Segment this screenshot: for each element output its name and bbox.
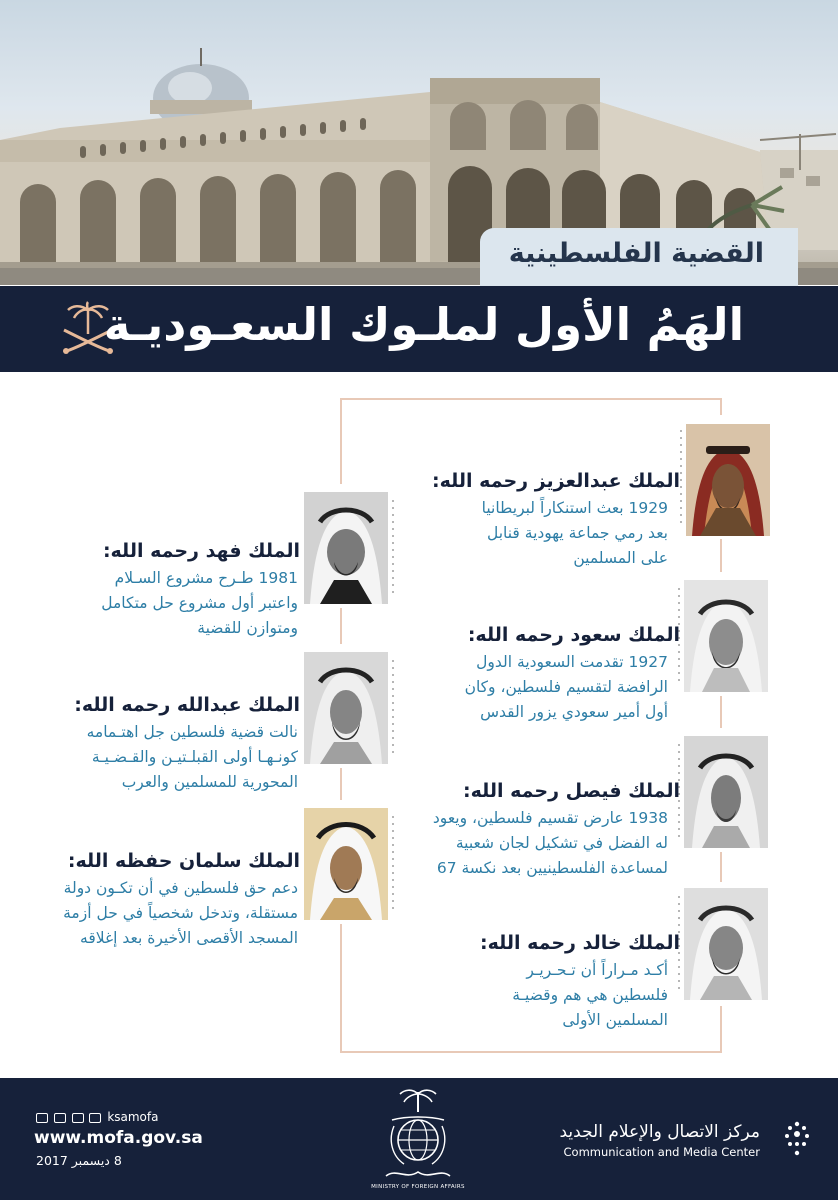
social-handle: ksamofa (107, 1110, 159, 1124)
text-line: 1981 طـرح مشروع السـلام (114, 569, 298, 587)
title-band (0, 286, 838, 372)
portrait-king-saud (684, 580, 768, 692)
text-line: المحورية للمسلمين والعرب (121, 773, 298, 791)
portrait-king-abdulaziz (686, 424, 770, 536)
social-media-row[interactable] (36, 1110, 158, 1124)
king-salman-text (8, 876, 298, 951)
text-line: مستقلة، وتدخل شخصياً في حل أزمة (63, 904, 298, 922)
king-abdulaziz-text (378, 496, 668, 571)
text-line: على المسلمين (573, 549, 668, 567)
instagram-icon[interactable] (54, 1113, 66, 1123)
center-name-english: Communication and Media Center (563, 1145, 760, 1159)
king-faisal-text (358, 806, 668, 881)
text-line: ومتوازن للقضية (197, 619, 298, 637)
website-link[interactable]: www.mofa.gov.sa (34, 1128, 203, 1148)
subtitle-tab (480, 228, 798, 286)
timeline-dots (392, 500, 398, 598)
timeline-dots (680, 430, 686, 528)
king-saud-text (368, 650, 668, 725)
portrait-king-khalid (684, 888, 768, 1000)
king-khalid-text (428, 958, 668, 1033)
page-title: الهَمُ الأول لملـوك السعـوديـة (103, 298, 744, 351)
text-line: المسجد الأقصى الأخيرة بعد إغلاقه (80, 929, 298, 947)
king-fahd-name: الملك فهد رحمه الله: (102, 540, 300, 562)
king-abdullah-name: الملك عبدالله رحمه الله: (74, 694, 300, 716)
publish-date: 8 ديسمبر 2017 (36, 1153, 122, 1168)
portrait-king-faisal (684, 736, 768, 848)
king-abdulaziz-name: الملك عبدالعزيز رحمه الله: (432, 470, 680, 492)
text-line: أكـد مـراراً أن تـحـريـر (526, 961, 668, 979)
subtitle-text: القضية الفلسطينية (508, 238, 764, 269)
text-line: 1929 بعث استنكاراً لبريطانيا (481, 499, 668, 517)
text-line: كونـهـا أولى القبلـتيـن والقـضـيـة (91, 748, 298, 766)
text-line: المسلمين الأولى (562, 1011, 668, 1029)
portrait-king-abdullah (304, 652, 388, 764)
text-line: أول أمير سعودي يزور القدس (480, 703, 668, 721)
king-fahd-text (38, 566, 298, 641)
ministry-of-foreign-affairs-logo (370, 1086, 466, 1186)
text-line: واعتبر أول مشروع حل متكامل (101, 594, 298, 612)
timeline-dots (392, 816, 398, 914)
text-line: بعد رمي جماعة يهودية قنابل (486, 524, 668, 542)
king-abdullah-text (18, 720, 298, 795)
text-line: فلسطين هي هم وقضيـة (512, 986, 668, 1004)
text-line: نالت قضية فلسطين جل اهتـمامه (86, 723, 298, 741)
king-khalid-name: الملك خالد رحمه الله: (479, 932, 680, 954)
portrait-king-salman (304, 808, 388, 920)
text-line: له الفضل في تشكيل لجان شعبية (455, 834, 668, 852)
portrait-king-fahd (304, 492, 388, 604)
snapchat-icon[interactable] (89, 1113, 101, 1123)
youtube-icon[interactable] (72, 1113, 84, 1123)
text-line: دعم حق فلسطين في أن تكـون دولة (63, 879, 298, 897)
ministry-logo-text: MINISTRY OF FOREIGN AFFAIRS (371, 1184, 465, 1190)
media-center-logo-icon (782, 1120, 812, 1160)
king-faisal-name: الملك فيصل رحمه الله: (463, 780, 680, 802)
text-line: لمساعدة الفلسطينيين بعد نكسة 67 (436, 859, 668, 877)
text-line: الرافضة لتقسيم فلسطين، وكان (464, 678, 668, 696)
twitter-icon[interactable] (36, 1113, 48, 1123)
center-name-arabic: مركز الاتصال والإعلام الجديد (559, 1122, 760, 1142)
text-line: 1927 تقدمت السعودية الدول (476, 653, 668, 671)
king-salman-name: الملك سلمان حفظه الله: (67, 850, 300, 872)
text-line: 1938 عارض تقسيم فلسطين، ويعود (432, 809, 668, 827)
king-saud-name: الملك سعود رحمه الله: (467, 624, 680, 646)
timeline-dots (392, 660, 398, 758)
